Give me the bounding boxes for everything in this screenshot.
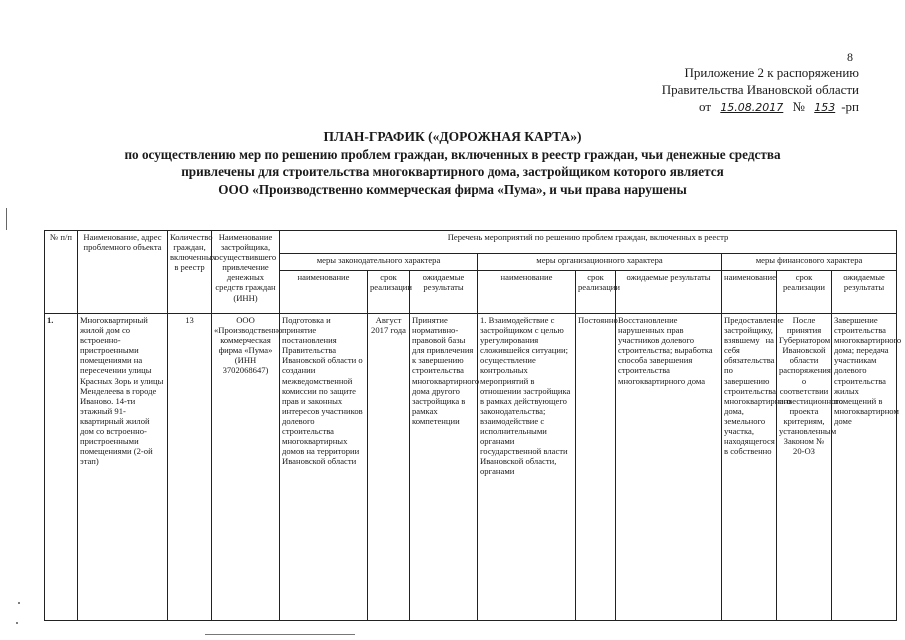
cell-leg-results: Принятие нормативно-правовой базы для привлечения к завершению строительства многоквартирного дома другого застройщика в рамках компетенции (410, 314, 478, 621)
plan-table (44, 230, 902, 621)
header-row-1 (45, 231, 897, 254)
document-title-block (0, 128, 905, 198)
footer-rule (205, 634, 355, 635)
title-line-3: привлечены для строительства многоквартирного дома, застройщиком которого является (181, 164, 724, 179)
scan-dot (16, 622, 18, 624)
header-fin-name: наименование (722, 271, 777, 314)
cell-org-name: 1. Взаимодействие с застройщиком с целью урегулирования сложившейся ситуации; осуществление контрольных мероприятий в отношении застройщика в рамках действующего законодательства; взаимодействие с исполнительными органами государственной власти Ивановской области, органами (478, 314, 576, 621)
appendix-line-2: Правительства Ивановской области (661, 82, 859, 97)
cell-count: 13 (168, 314, 212, 621)
header-org-term: срок реализации (576, 271, 616, 314)
scan-dot (18, 602, 20, 604)
cell-developer: ООО «Производственно коммерческая фирма «Пума» (ИНН 3702068647) (212, 314, 280, 621)
header-object: Наименование, адрес проблемного объекта (78, 231, 168, 314)
header-organizational: меры организационного характера (478, 254, 722, 271)
date-prefix: от (699, 99, 712, 114)
number-prefix: № (792, 99, 805, 114)
header-legislative: меры законодательного характера (280, 254, 478, 271)
cell-fin-name: Предоставление застройщику, взявшему на себя обязательства по завершению строительства многоквартирного дома, земельного участка, находящегося в собственно (722, 314, 777, 621)
cell-fin-results: Завершение строительства многоквартирного дома; передача участникам долевого строительства жилых помещений в многоквартирном доме (832, 314, 897, 621)
date-value: 15.08.2017 (720, 101, 784, 114)
title-line-2: по осуществлению мер по решению проблем граждан, включенных в реестр граждан, чьи денежные средства (124, 146, 781, 162)
cell-org-term: Постоянно (576, 314, 616, 621)
cell-num: 1. (45, 314, 78, 621)
appendix-line-1: Приложение 2 к распоряжению (684, 65, 859, 80)
appendix-date-line (559, 98, 859, 116)
header-leg-name: наименование (280, 271, 368, 314)
table-row (45, 314, 897, 621)
header-leg-term: срок реализации (368, 271, 410, 314)
document-title: ПЛАН-ГРАФИК («ДОРОЖНАЯ КАРТА») (323, 129, 582, 144)
cell-fin-term: После принятия Губернатором Ивановской области распоряжения о соответствии инвестиционного проекта критериям, установленным Законом № 20-ОЗ (777, 314, 832, 621)
header-fin-term: срок реализации (777, 271, 832, 314)
header-num: № п/п (45, 231, 78, 314)
header-fin-results: ожидаемые результаты (832, 271, 897, 314)
title-line-4: ООО «Производственно коммерческая фирма «Пума», и чьи права нарушены (218, 181, 687, 197)
header-org-results: ожидаемые результаты (616, 271, 722, 314)
header-financial: меры финансового характера (722, 254, 897, 271)
cell-org-results: Восстановление нарушенных прав участников долевого строительства; выработка способа завершения строительства многоквартирного дома (616, 314, 722, 621)
header-org-name: наименование (478, 271, 576, 314)
page-number: 8 (847, 50, 853, 64)
header-count: Количество граждан, включенных в реестр (168, 231, 212, 314)
header-measures: Перечень мероприятий по решению проблем граждан, включенных в реестр (280, 231, 897, 254)
cell-leg-term: Август 2017 года (368, 314, 410, 621)
header-developer: Наименование застройщика, осуществившего привлечение денежных средств граждан (ИНН) (212, 231, 280, 314)
number-suffix: -рп (841, 99, 859, 114)
cell-leg-name: Подготовка и принятие постановления Правительства Ивановской области о создании межведомственной комиссии по защите прав и законных интересов участников долевого строительства многоквартирных домов на территории Ивановской области (280, 314, 368, 621)
appendix-block (559, 64, 859, 116)
margin-scan-mark (6, 208, 7, 230)
cell-object: Многоквартирный жилой дом со встроенно-пристроенными помещениями на пересечении улицы Красных Зорь и улицы Менделеева в городе Иваново. 14-ти этажный 91-квартирный жилой дом со встроенно-пристроенными помещениями (2-ой этап) (78, 314, 168, 621)
header-leg-results: ожидаемые результаты (410, 271, 478, 314)
number-value: 153 (814, 101, 836, 114)
